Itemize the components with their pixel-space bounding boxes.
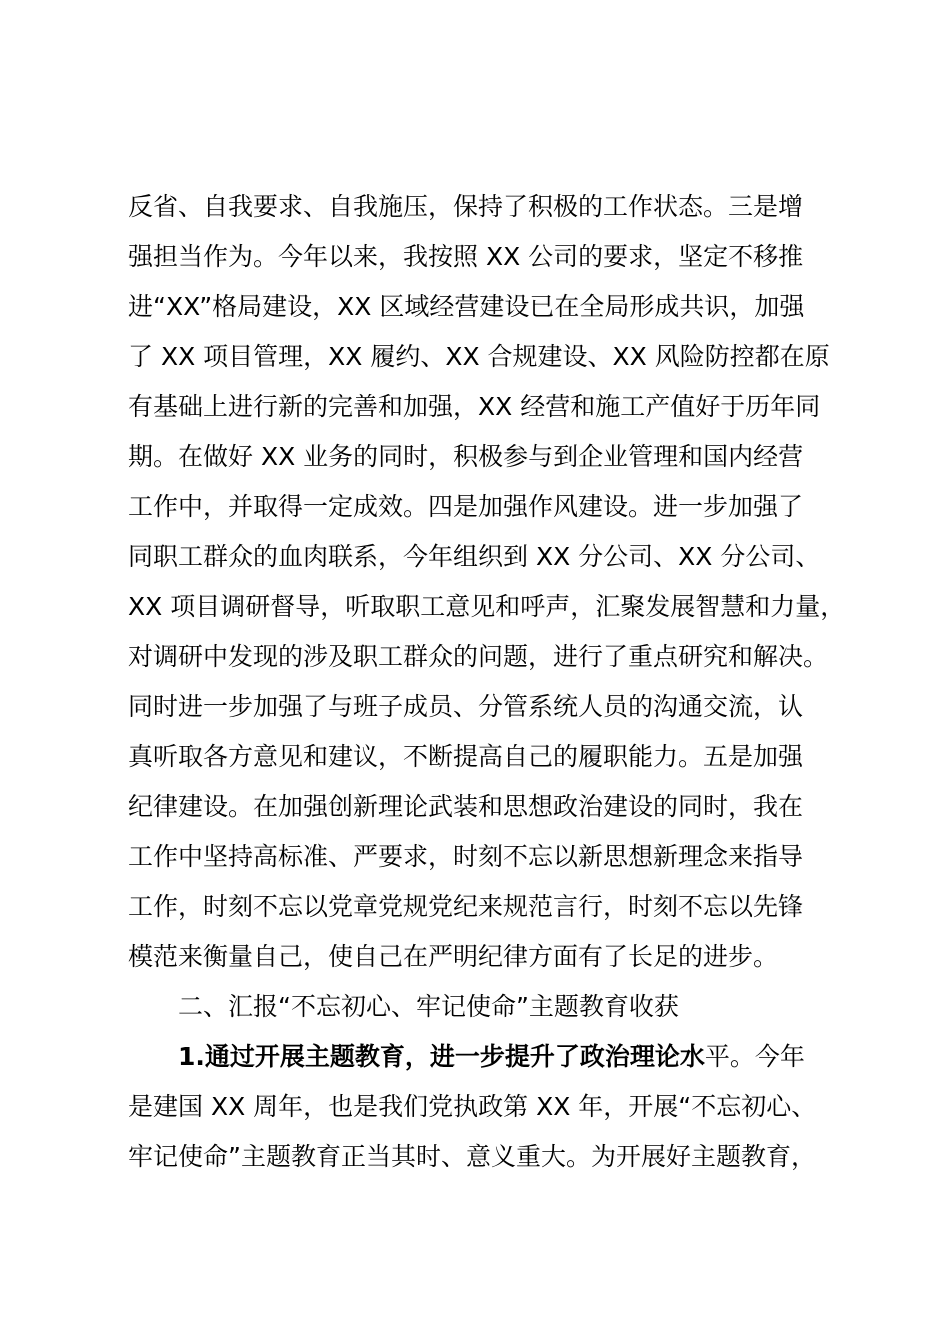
line-text: 纪律建设。在加强创新理论武装和思想政治建设的同时，我在 — [128, 792, 804, 821]
text-line — [128, 532, 848, 582]
line-text: 模范来衡量自己，使自己在严明纪律方面有了长足的进步。 — [128, 942, 779, 971]
text-line — [128, 632, 848, 682]
line-text: 反省、自我要求、自我施压，保持了积极的工作状态。三是增 — [128, 192, 804, 221]
text-line — [128, 832, 848, 882]
body-text — [128, 182, 848, 1182]
text-line — [128, 482, 848, 532]
line-text: 强担当作为。今年以来，我按照 XX 公司的要求，坚定不移推 — [128, 242, 804, 271]
line-text: 工作，时刻不忘以党章党规党纪来规范言行，时刻不忘以先锋 — [128, 892, 804, 921]
text-line — [128, 1082, 848, 1132]
text-line — [128, 882, 848, 932]
text-line — [128, 382, 848, 432]
subheading-rest-text: 平。今年 — [704, 1042, 805, 1071]
subheading-line — [128, 1032, 848, 1082]
line-text: 真听取各方意见和建议，不断提高自己的履职能力。五是加强 — [128, 742, 804, 771]
line-text: 同时进一步加强了与班子成员、分管系统人员的沟通交流，认 — [128, 692, 804, 721]
line-text: 有基础上进行新的完善和加强，XX 经营和施工产值好于历年同 — [128, 392, 821, 421]
text-line — [128, 682, 848, 732]
line-text: 牢记使命”主题教育正当其时、意义重大。为开展好主题教育， — [128, 1142, 816, 1171]
text-line — [128, 732, 848, 782]
line-text: XX 项目调研督导，听取职工意见和呼声，汇聚发展智慧和力量， — [128, 592, 846, 621]
text-line — [128, 782, 848, 832]
line-text: 是建国 XX 周年，也是我们党执政第 XX 年，开展“不忘初心、 — [128, 1092, 817, 1121]
line-text: 期。在做好 XX 业务的同时，积极参与到企业管理和国内经营 — [128, 442, 804, 471]
text-line — [128, 582, 848, 632]
text-line — [128, 282, 848, 332]
line-text: 工作中，并取得一定成效。四是加强作风建设。进一步加强了 — [128, 492, 804, 521]
line-text: 进“XX”格局建设，XX 区域经营建设已在全局形成共识，加强 — [128, 292, 805, 321]
section-heading-text: 二、汇报“不忘初心、牢记使命”主题教育收获 — [178, 992, 679, 1021]
line-text: 了 XX 项目管理，XX 履约、XX 合规建设、XX 风险防控都在原 — [128, 342, 830, 371]
section-heading — [128, 982, 848, 1032]
text-line — [128, 932, 848, 982]
text-line — [128, 182, 848, 232]
text-line — [128, 432, 848, 482]
text-line — [128, 1132, 848, 1182]
text-line — [128, 332, 848, 382]
text-line — [128, 232, 848, 282]
line-text: 同职工群众的血肉联系，今年组织到 XX 分公司、XX 分公司、 — [128, 542, 821, 571]
line-text: 对调研中发现的涉及职工群众的问题，进行了重点研究和解决。 — [128, 642, 829, 671]
line-text: 工作中坚持高标准、严要求，时刻不忘以新思想新理念来指导 — [128, 842, 804, 871]
subheading-bold-text: 1.通过开展主题教育，进一步提升了政治理论水 — [178, 1042, 705, 1071]
